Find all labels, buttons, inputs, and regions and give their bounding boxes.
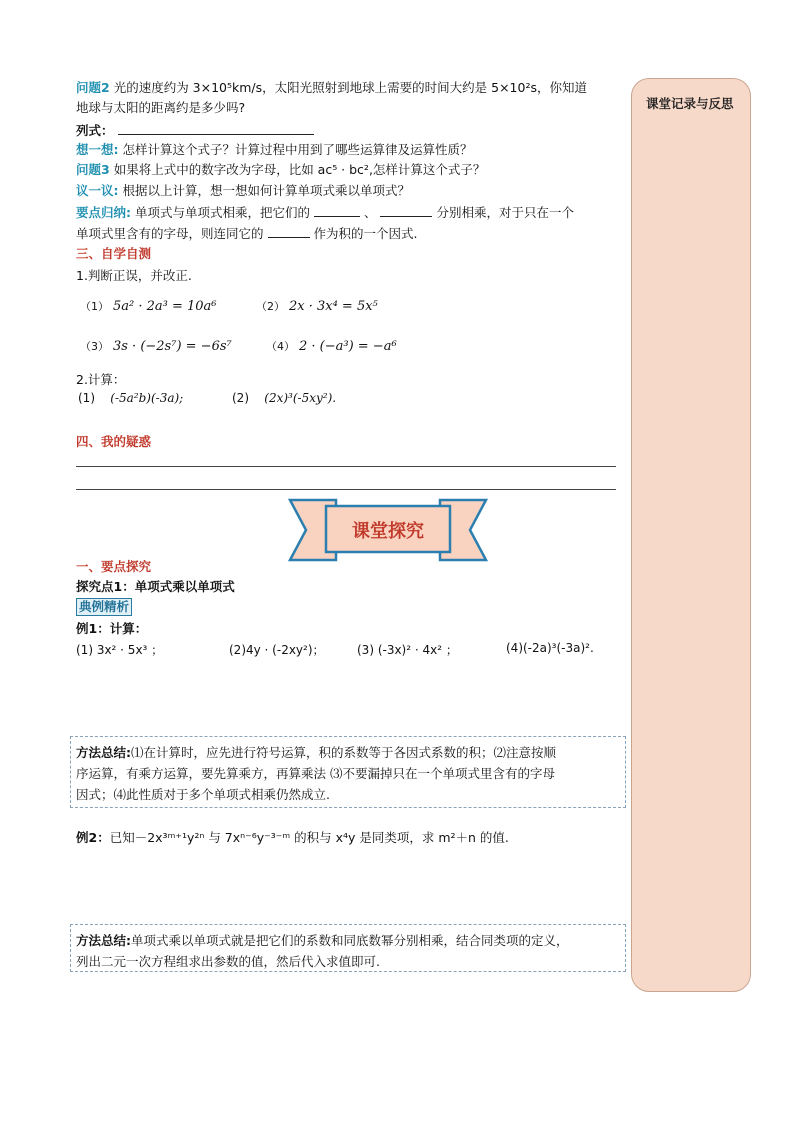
think-row (76, 141, 473, 158)
q2-item-2: (2) (2x)³(-5xy²). (232, 391, 337, 405)
section4-title: 四、我的疑惑 (76, 434, 152, 449)
keypoint-row2 (76, 224, 417, 242)
discuss-row (76, 182, 410, 199)
keypoint-blank2[interactable] (380, 203, 432, 217)
problem3-row (76, 161, 485, 178)
keypoint-p3: 分别相乘，对于只在一个 (436, 205, 574, 220)
method2-label: 方法总结: (76, 933, 131, 948)
method-summary-2: 方法总结:单项式乘以单项式就是把它们的系数和同底数幂分别相乘，结合同类项的定义， 列出二元一次方程组求出参数的值，然后代入求值即可. (70, 924, 626, 972)
explore-point: 探究点1：单项式乘以单项式 (76, 579, 235, 594)
keypoint-line2a: 单项式里含有的字母，则连同它的 (76, 226, 264, 241)
discuss-text: 根据以上计算，想一想如何计算单项式乘以单项式？ (122, 183, 410, 198)
problem3-label: 问题3 (76, 162, 110, 177)
answer-line-1[interactable] (76, 466, 616, 467)
example2-label: 例2： (76, 830, 110, 845)
notes-sidebar (631, 78, 751, 992)
banner-text: 课堂探究 (352, 521, 424, 542)
keypoint-row1 (76, 203, 574, 221)
example-tag: 典例精析 (76, 598, 132, 616)
example2-text: 已知－2x³ᵐ⁺¹y²ⁿ 与 7xⁿ⁻⁶y⁻³⁻ᵐ 的积与 x⁴y 是同类项，求 m²＋n 的值. (109, 830, 509, 845)
think-text: 怎样计算这个式子？计算过程中用到了哪些运算律及运算性质？ (122, 142, 473, 157)
problem2-line2: 地球与太阳的距离约是多少吗? (76, 100, 246, 115)
method-summary-1: 方法总结:⑴在计算时，应先进行符号运算，积的系数等于各因式系数的积；⑵注意按顺 序运算，有乘方运算，要先算乘方，再算乘法 ⑶不要漏掉只在一个单项式里含有的字母 因式；⑷此性质对于多个单项式相乘仍然成立. (70, 736, 626, 808)
q1-item-2: （2） 2x · 3x⁴ = 5x⁵ (256, 299, 378, 314)
problem3-text: 如果将上式中的数字改为字母，比如 ac⁵ · bc²,怎样计算这个式子？ (113, 162, 486, 177)
problem2-text1: 光的速度约为 3×10⁵km/s，太阳光照射到地球上需要的时间大约是 5×10²s，你知道 (113, 80, 587, 95)
example1-item-1: (1) 3x² · 5x³ ； (76, 643, 164, 657)
q2-item-1: (1) (-5a²b)(-3a); (78, 391, 184, 405)
keypoint-p2: 、 (363, 205, 377, 220)
method1-label: 方法总结: (76, 745, 131, 760)
keypoint-label: 要点归纳: (76, 205, 131, 220)
problem2-line1 (76, 79, 587, 96)
sidebar-title: 课堂记录与反思 (646, 96, 734, 111)
example1-item-2: (2)4y · (-2xy²)； (229, 643, 325, 657)
keypoint-p1: 单项式与单项式相乘，把它们的 (134, 205, 310, 220)
formula-blank[interactable] (118, 121, 314, 135)
answer-line-2[interactable] (76, 489, 616, 490)
keypoint-line2b: 作为积的一个因式. (313, 226, 418, 241)
think-label: 想一想: (76, 142, 119, 157)
problem2-label: 问题2 (76, 80, 110, 95)
q1-item-4: （4） 2 · (−a³) = −a⁶ (266, 339, 397, 354)
section3-title: 三、自学自测 (76, 246, 152, 261)
q1-item-1: （1） 5a² · 2a³ = 10a⁶ (80, 299, 217, 314)
example1-label: 例1：计算： (76, 621, 148, 636)
formula-row (76, 121, 314, 139)
example1-item-4: (4)(-2a)³(-3a)². (506, 641, 594, 655)
keypoint-blank1[interactable] (314, 203, 360, 217)
q1-item-3: （3） 3s · (−2s⁷) = −6s⁷ (80, 339, 232, 354)
q2-title: 2.计算： (76, 372, 126, 387)
explore-section: 一、要点探究 (76, 559, 152, 574)
keypoint-blank3[interactable] (268, 224, 310, 238)
discuss-label: 议一议: (76, 183, 119, 198)
example2-row (76, 829, 509, 846)
formula-label: 列式： (76, 123, 114, 138)
q1-title: 1.判断正误，并改正. (76, 268, 192, 283)
example1-item-3: (3) (-3x)² · 4x² ； (357, 643, 458, 657)
